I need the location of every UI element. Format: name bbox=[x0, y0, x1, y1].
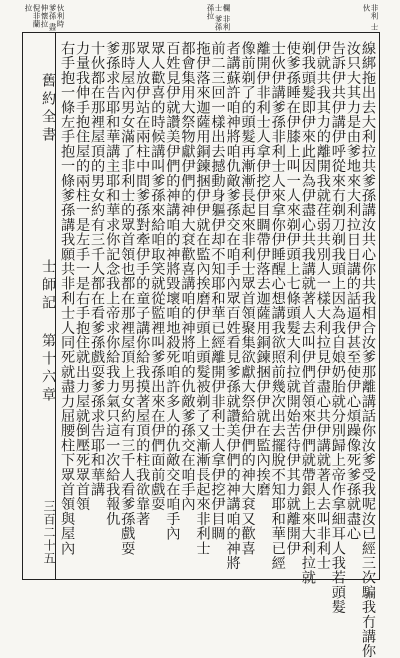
text-column: 前二三回一樣出去撼動身軀伊却不知耶和華已經離開伊非利士人拿伊挖伊目睭 bbox=[209, 41, 226, 541]
text-column: 爹孫求告耶和華講主耶和華求你記念我上帝求你給我力氣只這一次給我報仇 bbox=[104, 41, 121, 527]
text-column: 眾人放伊站在兩柱中間爹孫對牽伊手的童子講你給我摸著屋頂的柱我欲靠著 bbox=[134, 41, 151, 527]
text-column: 告訴伊共伊講伊呼從來冇剃刀剃我頭上因為我自娘奶胎就分別歸上帝作拿細耳人我若頭髮 bbox=[329, 41, 346, 615]
text-column: 右手抱一條左手抱一條爹孫講我願共非利士人同死就盡力屈腰柱下眾首領與屋內 bbox=[59, 41, 76, 556]
header-note-middle: 欄 非利士 爹孫 孫拉 bbox=[206, 4, 231, 31]
text-column: 力量我伸手抱住屋的兩柱一是左手一是右手抱住就出力屋就倒壓死眾首領 bbox=[74, 41, 91, 512]
text-column: 伊就共我其力的離開我就荏弱共別人一樣大利拉見伊盡心共伊講就著人去叫非利士 bbox=[314, 41, 331, 571]
text-column: 士伙伊講爹孫非利士人來拿你伊睡醒心想講我欲照前幾次出去擺脫不知耶和華已經 bbox=[269, 41, 286, 571]
header-note-left: 伙利時爹孫 盡伸懷拉 倪非蘭拉 bbox=[24, 4, 65, 31]
text-column: 使爹孫睡在伊膝上叫一人來剃伊頭上七條頭髮大利拉就開始苦待伊其力就離開伊 bbox=[284, 41, 301, 556]
header-note-right: 非利 士伙 bbox=[362, 4, 379, 31]
text-column: 十伙都在那裡屋頂的男女約有三千人都在看爹孫戲耍爹孫求告耶和華講 bbox=[89, 41, 106, 497]
text-column: 離開伊非利士人拿伊挖伊目睭帶伊落去迦薩用銅鍊捆伊伊就在監內挨磨 bbox=[254, 41, 271, 497]
text-column: 百姓見伊就讚美伊們的神講咱的神將毀壞咱地殺死咱許多人的仇敵交在咱手內 bbox=[164, 41, 181, 541]
text-column: 眾人歡喜的時候講叫爹孫來給咱取笑就從監裡叫爹孫出來在伊們面前戲耍 bbox=[149, 41, 166, 512]
text-column: 剃我頭髮即伊來此因為伊盡心共我講就著人去叫伊們首領來伊們就帶銀上來大利拉就 bbox=[299, 41, 316, 585]
text-column: 者講蘇許咱神將咱仇敵爹孫交在咱手內眾百姓看見爹孫就讚美伊們的神講咱的神將 bbox=[224, 41, 241, 571]
margin-column bbox=[23, 33, 56, 579]
text-column: 線綁拖出去大利拉共爹孫講汝共心你共我相合汝爹那離講話你汝爹受我呢汝已經三次騙我冇講你 bbox=[359, 41, 376, 658]
main-text-area bbox=[55, 33, 379, 658]
book-title: 舊約全書 bbox=[40, 73, 56, 145]
text-column: 都會集用大祭物獻伊們的神大袞歡喜講咱的神將咱的仇敵爹孫交在咱手內 bbox=[179, 41, 196, 512]
page-number: 三百二十五 bbox=[42, 500, 56, 565]
text-column: 那時屋內男女滿了非利士的眾首領也都在那裡屋頂上男女約有三千人看爹孫戲耍 bbox=[119, 41, 136, 556]
text-column-grid bbox=[59, 41, 376, 658]
page-frame bbox=[22, 32, 380, 658]
text-column: 像前剃了的頭髮再漸漸長起來非利士眾首領聚集欲獻大祭給伊們的神大袞又歡喜 bbox=[239, 41, 256, 556]
text-column: 汝只大其力是由爹地來大利拉日日講的話逼伊甚至使伊心煩躁像死爹孫就盡心 bbox=[344, 41, 361, 541]
section-title: 士師記 bbox=[40, 259, 56, 313]
text-column: 拖伊落來迦薩用銅鍊捆伊伊就在監內挨磨伊頭上頭髮被剃了又漸漸長起來非利士 bbox=[194, 41, 211, 556]
chapter-label: 第十六章 bbox=[40, 333, 56, 405]
